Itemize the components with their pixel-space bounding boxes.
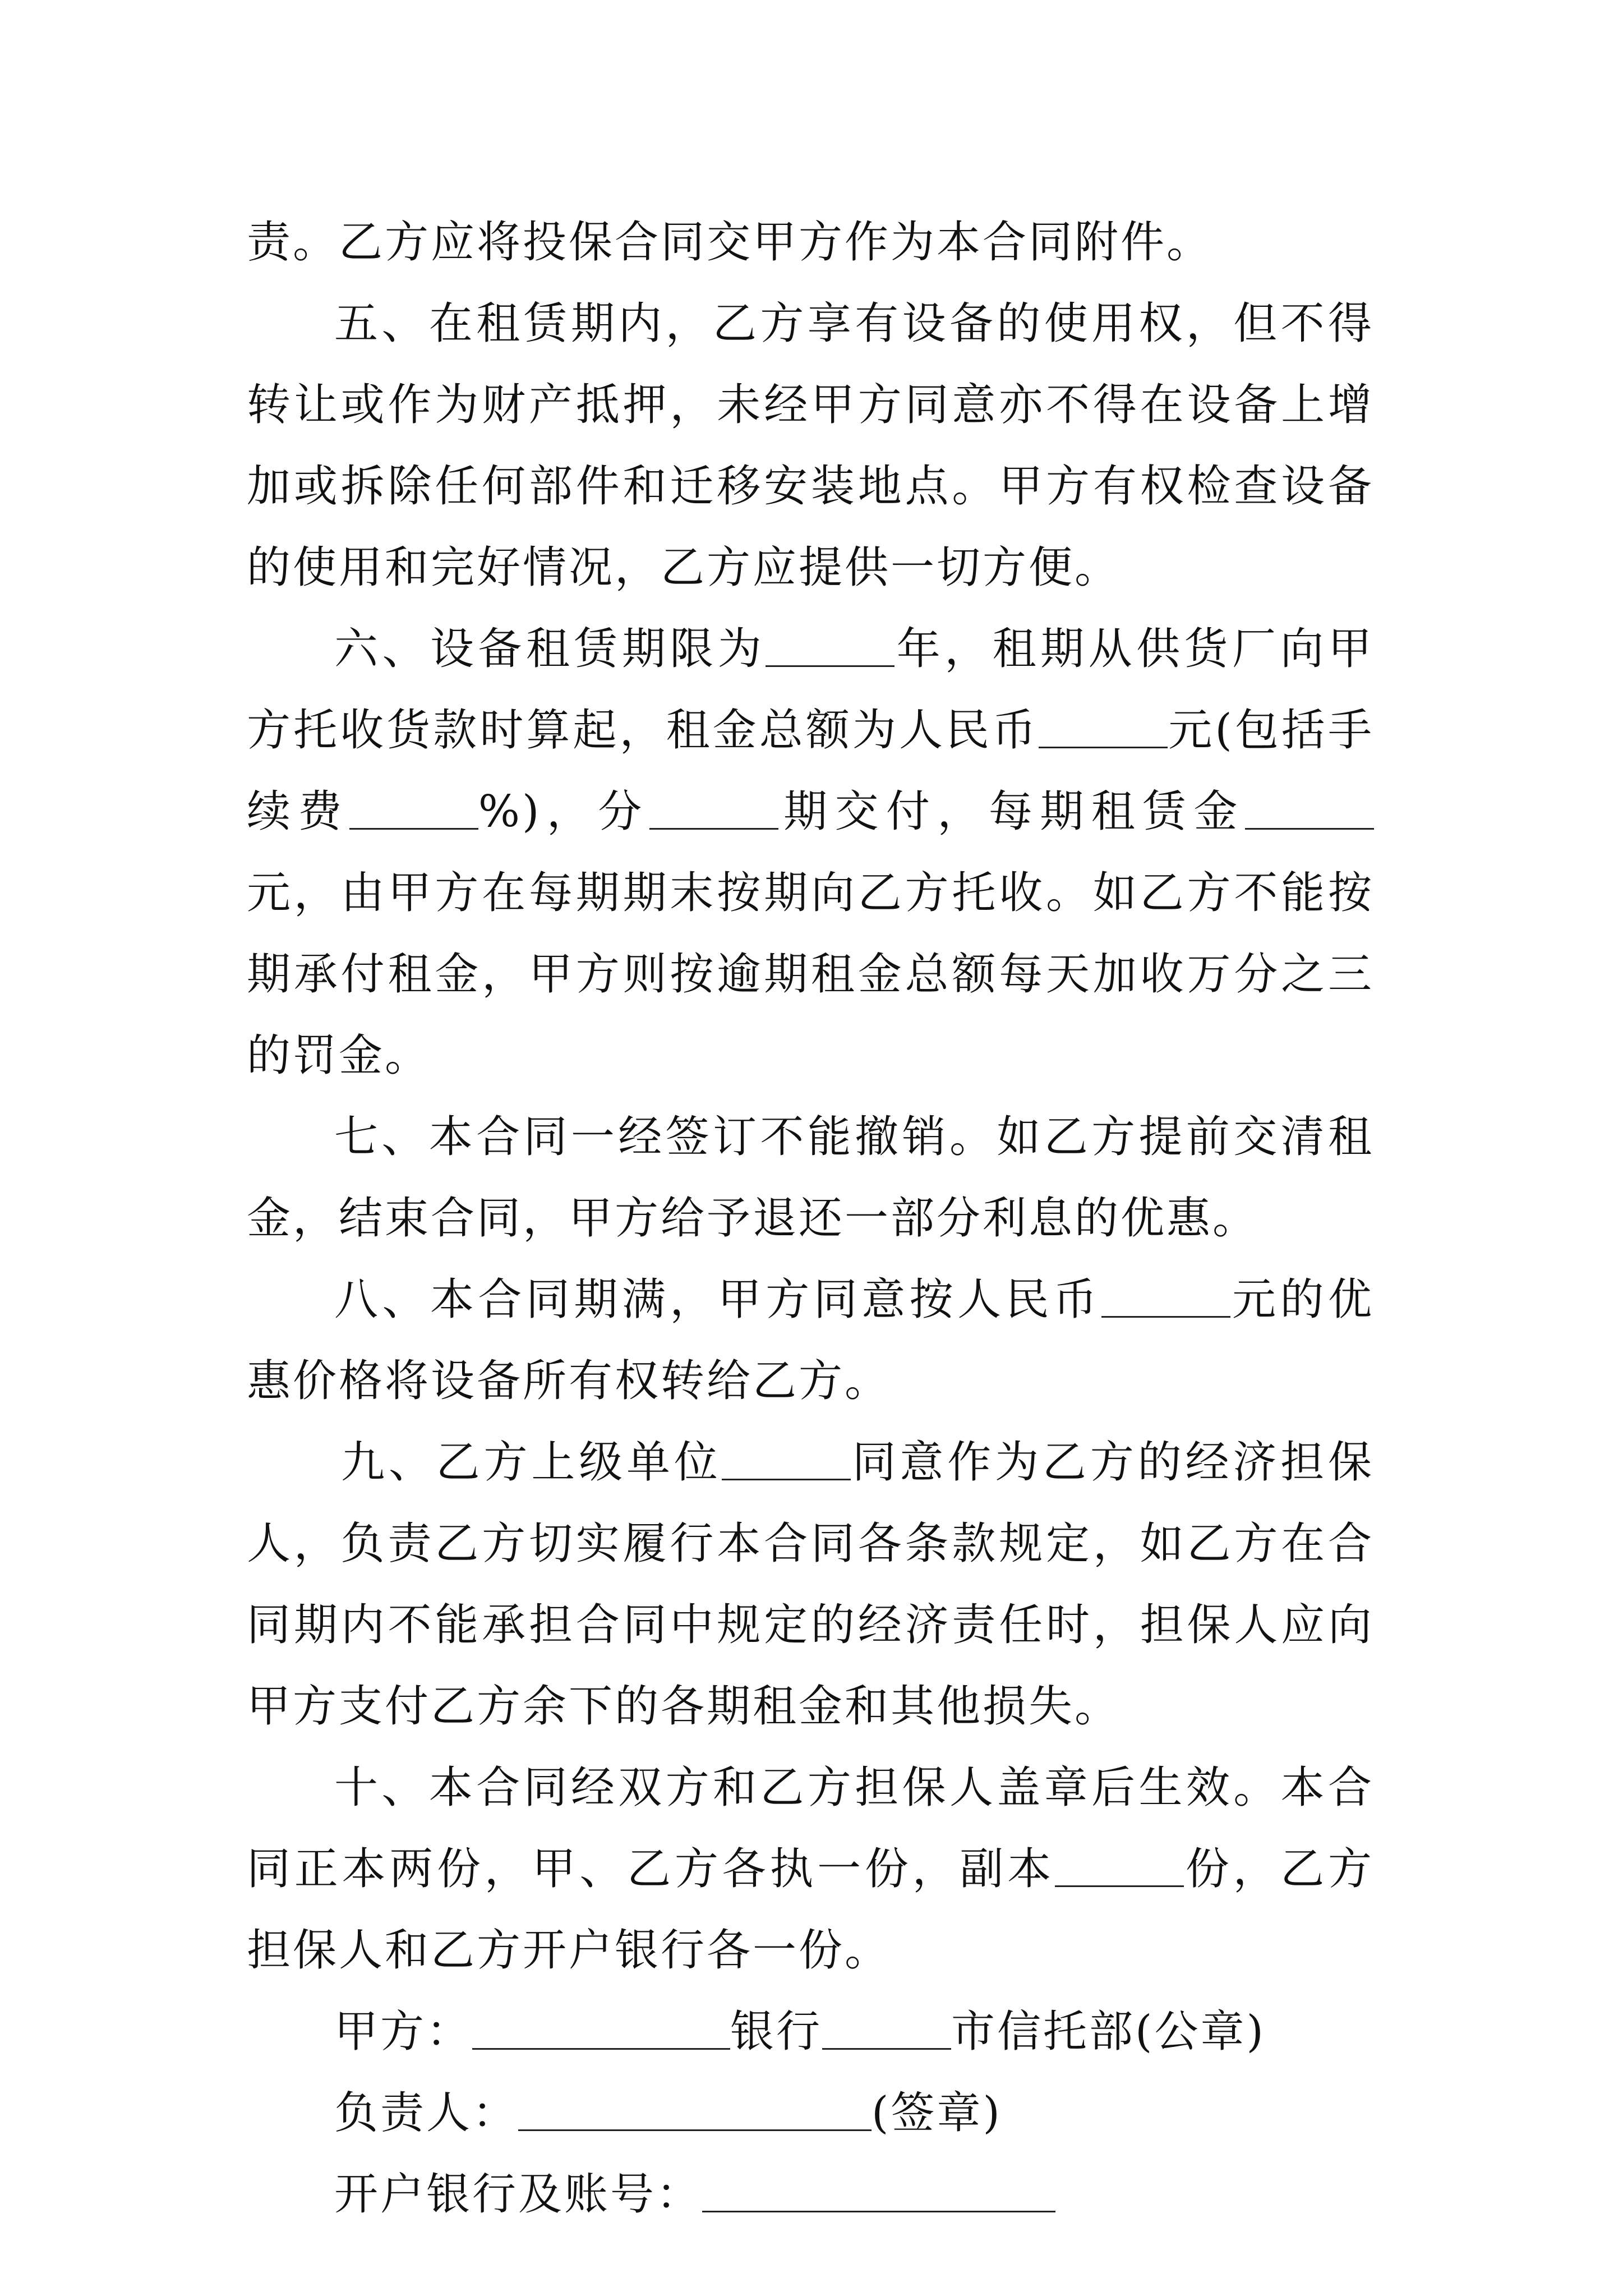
clause-9-text-a: 九、乙方上级单位 [341, 1437, 722, 1488]
bank-label: 银行 [730, 2007, 823, 2057]
copies-blank [1055, 1846, 1184, 1887]
clause-6-text-b: 年，租期从供货厂向甲方托收货款时算起，租金总额为人民币 [247, 624, 1374, 756]
account-blank [702, 2171, 1055, 2212]
contract-body [247, 202, 1374, 2235]
clause-5: 五、在租赁期内，乙方享有设备的使用权，但不得转让或作为财产抵押，未经甲方同意亦不得在设备上增加或拆除任何部件和迁移安装地点。甲方有权检查设备的使用和完好情况，乙方应提供一切方便。 [247, 298, 1374, 593]
clause-6 [247, 609, 1374, 1097]
clause-9 [247, 1422, 1374, 1747]
buyout-price-blank [1101, 1277, 1230, 1318]
clause-6-text-a: 六、设备租赁期限为 [334, 624, 766, 674]
clause-8-text-b: 元的优惠价格将设备所有权转给乙方。 [247, 1274, 1374, 1406]
clause-8 [247, 1259, 1374, 1422]
clause-6-text-d: %)，分 [478, 786, 649, 837]
clause-4-tail: 责。乙方应将投保合同交甲方作为本合同附件。 [247, 217, 1213, 268]
total-rent-blank [1039, 707, 1168, 748]
installments-blank [649, 789, 778, 830]
account-label: 开户银行及账号： [334, 2169, 703, 2220]
clause-6-text-c: 元(包括手续费 [247, 705, 1374, 837]
responsible-blank [518, 2090, 872, 2131]
lease-term-blank [766, 626, 895, 667]
clause-6-text-f: 元，由甲方在每期期末按期向乙方托收。如乙方不能按期承付租金，甲方则按逾期租金总额每天加收万分之三的罚金。 [247, 868, 1374, 1081]
installment-amount-blank [1245, 789, 1374, 830]
party-a-label: 甲方： [334, 2007, 473, 2057]
fee-percent-blank [349, 789, 478, 830]
clause-7: 七、本合同一经签订不能撤销。如乙方提前交清租金，结束合同，甲方给予退还一部分利息的优惠。 [247, 1112, 1374, 1244]
guarantor-unit-blank [722, 1439, 851, 1480]
seal-label: (签章) [872, 2088, 1002, 2138]
clause-6-text-e: 期交付，每期租赁金 [778, 786, 1245, 837]
clause-10 [247, 1747, 1374, 1991]
clause-9-text-b: 同意作为乙方的经济担保人，负责乙方切实履行本合同各条款规定，如乙方在合同期内不能承担合同中规定的经济责任时，担保人应向甲方支付乙方余下的各期租金和其他损失。 [247, 1437, 1374, 1732]
responsible-person-line [247, 2073, 1374, 2154]
clause-10-text-a: 十、本合同经双方和乙方担保人盖章后生效。本合同正本两份，甲、乙方各执一份，副本 [247, 1763, 1374, 1894]
trust-dept-label: 市信托部(公章) [951, 2007, 1266, 2057]
bank-account-line [247, 2154, 1374, 2235]
clause-8-text-a: 八、本合同期满，甲方同意按人民币 [334, 1274, 1101, 1325]
city-blank [822, 2009, 951, 2050]
responsible-label: 负责人： [334, 2088, 519, 2138]
party-a-bank-blank [472, 2009, 730, 2050]
party-a-signature-line [247, 1991, 1374, 2073]
clause-10-text-b: 份，乙方担保人和乙方开户银行各一份。 [247, 1844, 1374, 1976]
